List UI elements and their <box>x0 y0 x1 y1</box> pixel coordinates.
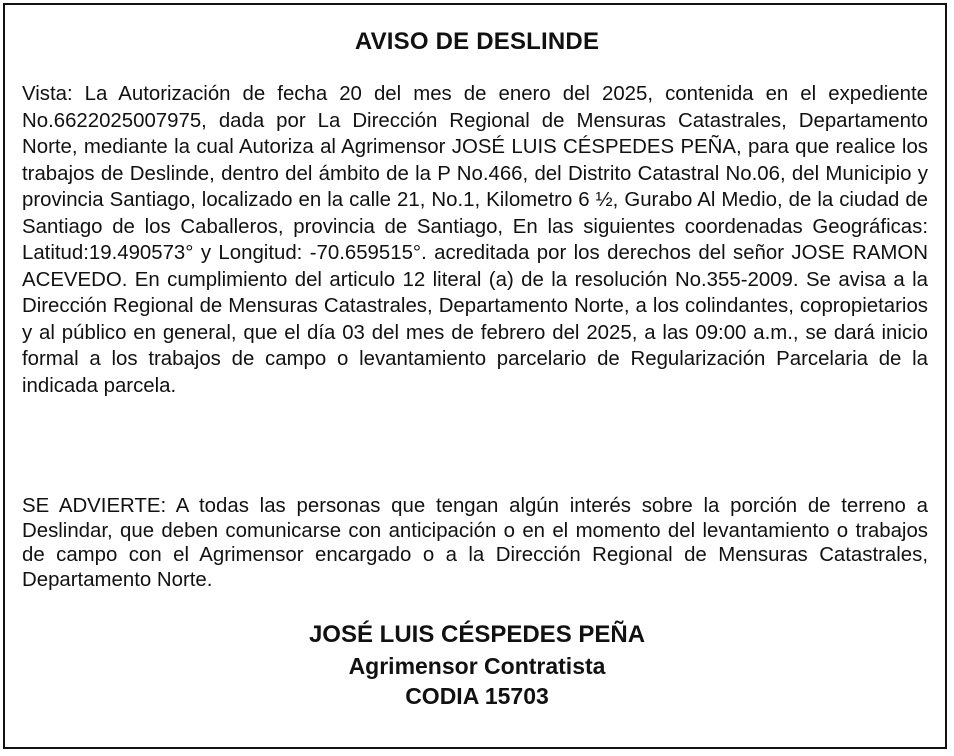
signer-codia-number: CODIA 15703 <box>405 683 549 709</box>
notice-frame <box>3 3 947 749</box>
notice-title: AVISO DE DESLINDE <box>354 28 600 55</box>
signer-name: JOSÉ LUIS CÉSPEDES PEÑA <box>308 621 646 648</box>
signature-block <box>5 619 949 711</box>
signer-role: Agrimensor Contratista <box>348 653 606 679</box>
notice-body-paragraph: Vista: La Autorización de fecha 20 del mes de enero del 2025, contenida en el expediente No.6622025007975, dada por La Dirección Regional de Mensuras Catastrales, Departamento Norte, mediante la cual Autoriza al Agrimensor JOSÉ LUIS CÉSPEDES PEÑA, para que realice los trabajos de Deslinde, dentro del ámbito de la P No.466, del Distrito Catastral No.06, del Municipio y provincia Santiago, localizado en la calle 21, No.1, Kilometro 6 ½, Gurabo Al Medio, de la ciudad de Santiago de los Caballeros, provincia de Santiago, En las siguientes coordenadas Geográficas: Latitud:19.490573° y Longitud: -70.659515°. acreditada por los derechos del señor JOSE RAMON ACEVEDO. En cumplimiento del articulo 12 literal (a) de la resolución No.355-2009. Se avisa a la Dirección Regional de Mensuras Catastrales, Departamento Norte, a los colindantes, copropietarios y al público en general, que el día 03 del mes de febrero del 2025, a las 09:00 a.m., se dará inicio formal a los trabajos de campo o levantamiento parcelario de Regularización Parcelaria de la indicada parcela. <box>22 83 928 397</box>
warning-paragraph: SE ADVIERTE: A todas las personas que tengan algún interés sobre la porción de terreno a Deslindar, que deben comunicarse con anticipación o en el momento del levantamiento o trabajos de campo con el Agrimensor encargado o a la Dirección Regional de Mensuras Catastrales, Departamento Norte. <box>22 495 928 591</box>
